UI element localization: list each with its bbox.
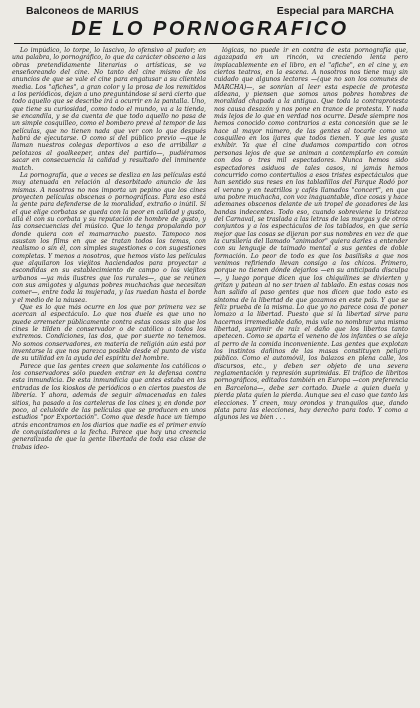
paragraph: Parece que las gentes creen que solamente los católicos o los conservadores sólo pueden entrar en la defensa contra esta inmundicia. De esta inmundicia que antes estaba en las entradas de los kioskos de periódicos o en ciertos puestos de librería. Y ahora, además de seguir almacenadas en tales sitios, ha pasado a los carteleras de los cines y, en donde por poco, al celuloide de las películas que se producen en unos estudios "por Exportación". Como que desde hace un tiempo atrás encontramos en los diarios que nadie es el primer envío de conquistadores a la fecha. Parece que hay una creencia generalizada de que la gente libertada de toda esa clase de trabas ideo- [12,362,206,451]
title-rule [14,43,406,44]
paragraph: La pornografía, que a veces se desliza en las películas está muy atenuada en relación al desorbitado anuncio de las mismas. A nosotros no nos importa un pepino que los cines proyecten películas obscenas o pornográficas. Para eso está la gente para defenderse de la moralidad, extraño o inútil. Si el que elige corbatas se queda con la peor en calidad y gusto, allá él con su corbata y su reputación de hombre de gusto, y las consecuencias del músico. Que lo tenga propalando por donde quiera con el mamarracho puesto. Tampoco nos asustan los films en que se tratan todos los temas, con realismo o sin él, con simples sugestiones o con sugestiones completas. Y menos a nosotros, que hemos visto las películas que alquilaron los viejitos haciendados para proyectar a escondidas en su establecimiento de campo o los viejitos urbanos —ya más ilustres que los rurales—, que se reúnen con sus amigotes y algunas pobres muchachas que necesitan comer—, entre toda la mujerada, y las ruedan hasta el borde y el medio de la náusea. [12,171,206,304]
paragraph: Lo impúdico, lo torpe, lo lascivo, lo ofensivo al pudor; en una palabra, lo pornográfico, lo que da carácter obsceno a las obras pretendidamente literarias o artísticas, se va enseñoreando del cine. No tanto del cine mismo de los anuncios de que se vale el cine para engatusar a su clientela media. Los "afiches", a gran color y la prosa de los remitidos a los periódicos, dejan a uno preguntándose si será cierto que todo aquello que se describe irá a ocurrir en la pantalla. Uno, que tiene su curiosidad, como todo el mundo, va a la tienda, se encandila, y se da cuenta de que todo aquello no pasa de un simple cosquilleo, como el bombero prevé al tempor de las películas, que no tienen nada que ver con lo que después habrá de ejecutarse. O como si del público previo —que le llaman nuestros colegas deportivos a eso de arribillar a pelotazos al goalkeeper, antes del partido—, pudiéramos sacar en consecuencia la calidad y resultado del inminente match. [12,47,206,172]
column-left [12,47,206,707]
column-right [214,47,408,707]
byline-label: Especial para MARCHA [276,5,394,17]
section-label: Balconeos de MARIUS [26,5,139,17]
paragraph: Que es lo que más ocurre en los que por primera vez se acercan al espectáculo. Lo que nos duele es que uno no puede arremeter públicamente contra estas cosas sin que los cines le tilden de conservador o de católico a todos los extremos. Condiciones, las dos, que por suerte no tenemos. No somos conservadores, en materia de religión aún está por inventarse la que nos parezca posible desde el punto de vista de su utilidad en la ayuda del espíritu del hombre. [12,304,206,363]
article-body [12,47,408,707]
header [12,5,408,17]
article-title: DE LO PORNOGRAFICO [71,18,349,40]
paragraph: lógicas, no puede ir en contra de esta pornografía que, agazapada en un rincón, va creciendo lenta pero implacablemente en el libro, en el "afiche", en el cine y, en ciertos teatros, en la escena. A nosotros nos tiene muy sin cuidado que algunos lectores —(que no son los comunes de MARCHA)—, se sonrían al leer esta especie de protesta aldeana, y piensen que somos unos pobres hombres de moralidad chapada a la antigua. Que toda la contraprotesta nos causa desazón y nos pone en trance de protesta. Y nada más lejos de lo que en verdad nos ocurre. Desde siempre nos hemos conocido como contrarios a esta concesión que se le hace al mayor número, de las gentes al tocarle como un cosquilleo en los ijares que todos tienen. Y que les gusta exhibir. Ya que el cine dudamos compartido con otros personas lejos de que se animan a contemplarlo en común con dos o tres mil espectadores. Nunca hemos sido espectadores asiduos de tales casos, ni jamás hemos concurrido como contertulios a esos tristes espectáculos que han sentido sus reses en los tabladillos del Parque Rodó por el verano y en teatrillos y cafés llamados "concert", en que una pobre muchacha, con voz inaguantable, dice cosas y hace ademanes obscenos delante de un tropel de gozadores de las bandas indecentes. Todo eso, cuando sobreviene la tristeza del Carnaval, se traslada a las letras de las murgas y de otros conjuntos y a los espectáculos de los tablados, en que sería mejor que las cosas se dijeran por sus nombres en vez de que la cursilería del llamado "animador" quiera darles a entender con su lenguaje de taimado mental a sus gentes de doble formación. Lo peor de todo es que los basilisks a que nos venimos refiriendo llevan consigo a los chicos. Primero, porque no tienen dónde dejarlos —en su anticipada disculpa—, y luego porque dicen que los chiquilines se divierten y gritan y patean al no ser traen al tablado. En estas cosas nos han salido al paso gentes que nos dicen que todo esto es síntoma de la libertad de que gozamos en este país. Y que se feliz prueba de la misma. Lo que yo no parece cosa de poner lomazo a la libertad. Puesto que si la libertad sirve para hacernos irremediable daño, más vale no nombrar una misma libertad, suprimir de raíz el daño que los libertos tanto apetecen. Como se aparta el veneno de los infantes o se aleja al perro de la comida inconveniente. Las gentes que explotan los instintos dañinos de las masas constituyen peligro público. Como el automóvil, los balazos en plena calle, los discursos, etc., y deben ser objeto de una severa reglamentación y represión suprimidas. El tráfico de libritos pornográficos, editados también en Europa —con preferencia en Barcelona—, debe ser cortado. Duele a quien duela y pierda plata quien la pierda. Aunque sea el caso que tanto las elecciones. Y creen, muy orondos y tranquilos que, dando plata para las elecciones, hay derecho para todo. Y como a algunos les va bien . . . [214,47,408,422]
